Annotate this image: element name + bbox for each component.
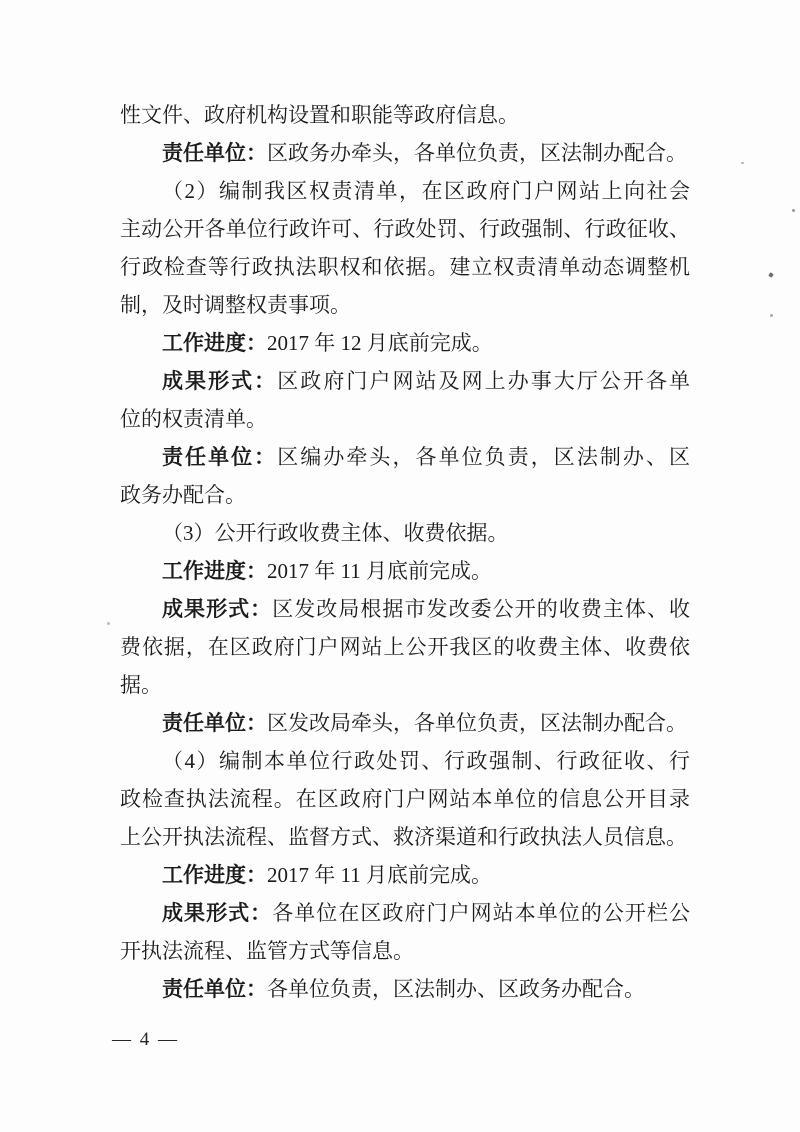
document-body [120,96,690,1008]
line-label: 成果形式： [162,597,273,621]
line-text: 区编办牵头，各单位负责，区法制办、区 [277,445,691,469]
line-text: 区政府门户网站及网上办事大厅公开各单 [277,369,691,393]
line-label: 工作进度： [162,863,267,887]
line-text: （3）公开行政收费主体、收费依据。 [162,521,509,545]
line-text: 据。 [120,673,162,697]
document-line [120,590,690,628]
document-line [120,552,690,590]
line-text: 区发改局根据市发改委公开的收费主体、收 [272,597,690,621]
line-text: 各单位在区政府门户网站本单位的公开栏公 [272,901,690,925]
document-line [120,742,690,780]
line-text: 费依据，在区政府门户网站上公开我区的收费主体、收费依 [120,635,690,659]
line-text: 各单位负责，区法制办、区政务办配合。 [267,977,645,1001]
document-line [120,628,690,666]
line-label: 工作进度： [162,559,267,583]
document-line [120,476,690,514]
line-label: 成果形式： [162,901,273,925]
scan-speck [768,272,774,278]
line-label: 成果形式： [162,369,278,393]
scan-speck [792,209,795,212]
line-label: 工作进度： [162,331,267,355]
document-line [120,362,690,400]
scan-speck [741,162,744,164]
line-text: 主动公开各单位行政许可、行政处罚、行政强制、行政征收、 [120,217,690,241]
scan-speck [770,314,773,317]
line-text: 2017 年 11 月底前完成。 [267,559,492,583]
document-line [120,438,690,476]
line-text: 2017 年 12 月底前完成。 [267,331,493,355]
document-line [120,514,690,552]
line-text: 2017 年 11 月底前完成。 [267,863,492,887]
line-text: 制，及时调整权责事项。 [120,293,351,317]
line-text: 位的权责清单。 [120,407,267,431]
line-label: 责任单位： [162,445,278,469]
document-line [120,666,690,704]
document-line [120,400,690,438]
line-text: 政务办配合。 [120,483,246,507]
document-line [120,210,690,248]
document-line [120,970,690,1008]
document-line [120,286,690,324]
document-line [120,248,690,286]
document-line [120,324,690,362]
document-line [120,172,690,210]
line-label: 责任单位： [162,711,267,735]
document-line [120,134,690,172]
document-line [120,704,690,742]
line-text: （2）编制我区权责清单，在区政府门户网站上向社会 [162,179,690,203]
document-line [120,96,690,134]
line-text: 政检查执法流程。在区政府门户网站本单位的信息公开目录 [120,787,690,811]
line-label: 责任单位： [162,141,267,165]
line-text: 区政务办牵头，各单位负责，区法制办配合。 [267,141,687,165]
document-line [120,894,690,932]
line-text: （4）编制本单位行政处罚、行政强制、行政征收、行 [162,749,690,773]
line-text: 上公开执法流程、监督方式、救济渠道和行政执法人员信息。 [120,825,687,849]
document-line [120,818,690,856]
scan-speck [107,622,110,625]
document-line [120,932,690,970]
document-line [120,780,690,818]
line-text: 性文件、政府机构设置和职能等政府信息。 [120,103,519,127]
line-text: 区发改局牵头，各单位负责，区法制办配合。 [267,711,687,735]
page-number: — 4 — [112,1029,179,1050]
document-line [120,856,690,894]
line-label: 责任单位： [162,977,267,1001]
line-text: 开执法流程、监管方式等信息。 [120,939,414,963]
line-text: 行政检查等行政执法职权和依据。建立权责清单动态调整机 [120,255,690,279]
